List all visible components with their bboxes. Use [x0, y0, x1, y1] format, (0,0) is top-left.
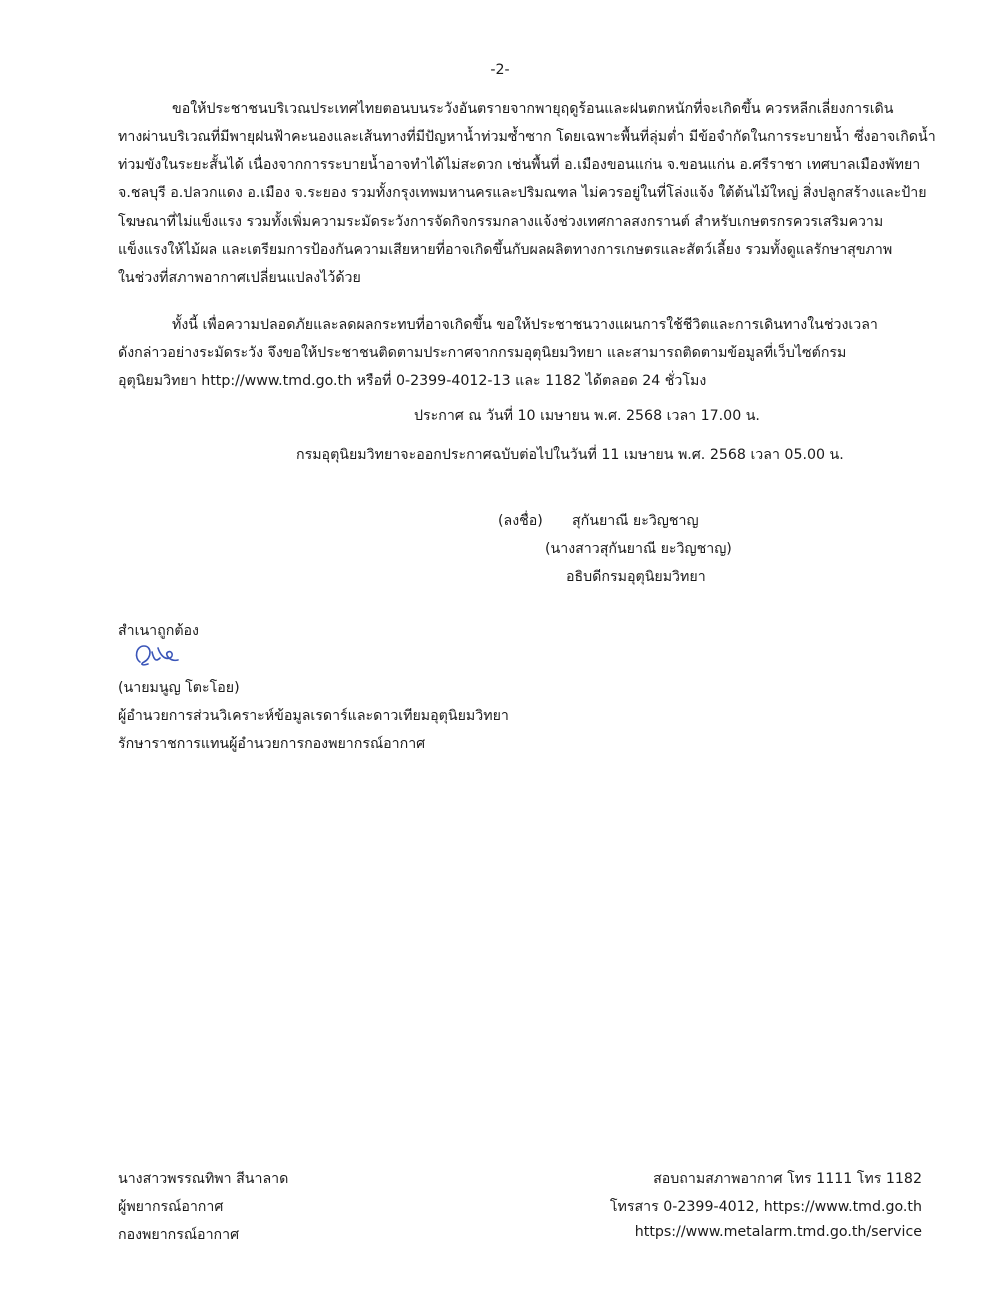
certified-name: (นายมนูญ โตะโอย)	[118, 680, 240, 696]
announce-time: ประกาศ ณ วันที่ 10 เมษายน พ.ศ. 2568 เวลา 17.00 น.	[414, 408, 760, 424]
paragraph-line: ในช่วงที่สภาพอากาศเปลี่ยนแปลงไว้ด้วย	[118, 270, 361, 286]
paragraph-line: แข็งแรงให้ไม้ผล และเตรียมการป้องกันความเสียหายที่อาจเกิดขึ้นกับผลผลิตทางการเกษตรและสัตว์เลี้ยง รวมทั้งดูแลรักษาสุขภาพ	[118, 242, 893, 258]
certified-label: สำเนาถูกต้อง	[118, 623, 199, 639]
paragraph-line: ท่วมขังในระยะสั้นได้ เนื่องจากการระบายน้ำอาจทำได้ไม่สะดวก เช่นพื้นที่ อ.เมืองขอนแก่น จ.ขอนแก่น อ.ศรีราชา เทศบาลเมืองพัทยา	[118, 157, 921, 173]
forecaster-name: นางสาวพรรณทิพา สีนาลาด	[118, 1171, 289, 1187]
contact-phone: สอบถามสภาพอากาศ โทร 1111 โทร 1182	[653, 1171, 922, 1187]
paragraph-line: จ.ชลบุรี อ.ปลวกแดง อ.เมือง จ.ระยอง รวมทั้งกรุงเทพมหานครและปริมณฑล ไม่ควรอยู่ในที่โล่งแจ้ง ใต้ต้นไม้ใหญ่ สิ่งปลูกสร้างและป้าย	[118, 185, 927, 201]
paragraph-line: ทางผ่านบริเวณที่มีพายุฝนฟ้าคะนองและเส้นทางที่มีปัญหาน้ำท่วมซ้ำซาก โดยเฉพาะพื้นที่ลุ่มต่ำ มีข้อจำกัดในการระบายน้ำ ซึ่งอาจเกิดน้ำ	[118, 129, 936, 145]
signer-position: อธิบดีกรมอุตุนิยมวิทยา	[566, 569, 706, 585]
next-issue-note: กรมอุตุนิยมวิทยาจะออกประกาศฉบับต่อไปในวันที่ 11 เมษายน พ.ศ. 2568 เวลา 05.00 น.	[296, 447, 844, 463]
certified-position-line1: ผู้อำนวยการส่วนวิเคราะห์ข้อมูลเรดาร์และดาวเทียมอุตุนิยมวิทยา	[118, 708, 509, 724]
forecaster-division: กองพยากรณ์อากาศ	[118, 1227, 240, 1243]
certified-position-line2: รักษาราชการแทนผู้อำนวยการกองพยากรณ์อากาศ	[118, 736, 426, 752]
signed-label: (ลงชื่อ)	[498, 513, 543, 529]
contact-fax-website[interactable]: โทรสาร 0-2399-4012, https://www.tmd.go.th	[609, 1199, 922, 1215]
page-number: -2-	[490, 62, 510, 78]
paragraph-line: ขอให้ประชาชนบริเวณประเทศไทยตอนบนระวังอันตรายจากพายุฤดูร้อนและฝนตกหนักที่จะเกิดขึ้น ควรหลีกเลี่ยงการเดิน	[172, 101, 894, 117]
paragraph-line: ทั้งนี้ เพื่อความปลอดภัยและลดผลกระทบที่อาจเกิดขึ้น ขอให้ประชาชนวางแผนการใช้ชีวิตและการเดินทางในช่วงเวลา	[172, 317, 878, 333]
forecaster-title: ผู้พยากรณ์อากาศ	[118, 1199, 224, 1215]
signer-full-name: (นางสาวสุกันยาณี ยะวิญชาญ)	[545, 541, 732, 557]
paragraph-line: อุตุนิยมวิทยา http://www.tmd.go.th หรือที่ 0-2399-4012-13 และ 1182 ได้ตลอด 24 ชั่วโมง	[118, 373, 707, 389]
paragraph-line: โฆษณาที่ไม่แข็งแรง รวมทั้งเพิ่มความระมัดระวังการจัดกิจกรรมกลางแจ้งช่วงเทศกาลสงกรานต์ สำหรับเกษตรกรควรเสริมความ	[118, 214, 884, 230]
handwritten-signature	[130, 640, 190, 672]
contact-service-link[interactable]: https://www.metalarm.tmd.go.th/service	[634, 1224, 922, 1240]
paragraph-line: ดังกล่าวอย่างระมัดระวัง จึงขอให้ประชาชนติดตามประกาศจากกรมอุตุนิยมวิทยา และสามารถติดตามข้อมูลที่เว็บไซต์กรม	[118, 345, 847, 361]
signed-name: สุกันยาณี ยะวิญชาญ	[572, 513, 699, 529]
